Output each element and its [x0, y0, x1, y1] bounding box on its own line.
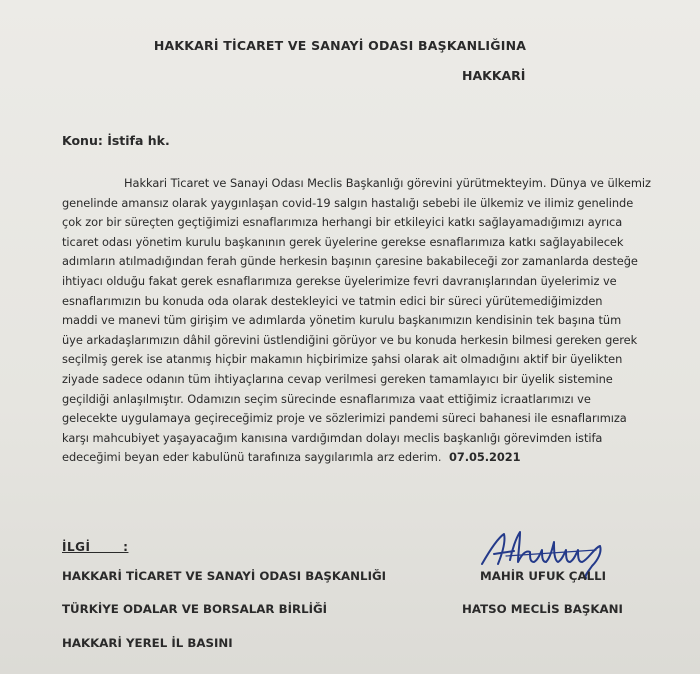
signer-name: MAHİR UFUK ÇALLI [480, 569, 606, 583]
closing-text: edeceğimi beyan eder kabulünü tarafınıza saygılarımla arz ederim. [62, 450, 442, 465]
body-line: ihtiyacı olduğu fakat gerek esnaflarımıza gerekse üyelerimize fevri davranışlarından üyelerimiz ve [62, 273, 617, 288]
body-line: adımların atılmadığından ferah günde herkesin başının çaresine bakabileceği zor zamanlarda desteğe [62, 254, 638, 269]
recipient-item: HAKKARİ YEREL İL BASINI [62, 636, 233, 650]
body-line-last [62, 448, 632, 468]
subject-line: Konu: İstifa hk. [62, 133, 170, 148]
letter-date: 07.05.2021 [448, 450, 521, 465]
body-line: genelinde amansız olarak yaygınlaşan covid-19 salgın hastalığı sebebi ile ülkemiz ve ilimiz genelinde [62, 195, 634, 210]
body-line: maddi ve manevi tüm girişim ve adımlarda yönetim kurulu başkanımızın kendisinin tek başına tüm [62, 313, 622, 328]
signer-title: HATSO MECLİS BAŞKANI [462, 602, 623, 616]
body-line: geçildiği anlaşılmıştır. Odamızın seçim sürecinde esnaflarımıza vaat ettiğimiz icraatlarımızı ve [62, 391, 591, 406]
header-city: HAKKARİ [462, 68, 526, 83]
body-line: ziyade sadece odanın tüm ihtiyaçlarına cevap verilmesi gereken tamamlayıcı bir üyelik sistemine [62, 371, 613, 386]
recipient-item: HAKKARİ TİCARET VE SANAYİ ODASI BAŞKANLIĞI [62, 569, 387, 583]
body-line: üye arkadaşlarımızın dâhil görevini üstlendiğini görüyor ve bu konuda herkesin bilmesi gereken gerek [62, 332, 638, 347]
body-paragraph [62, 174, 651, 468]
body-line: esnaflarımızın bu konuda oda olarak destekleyici ve tatmin edici bir süreci yürütemediğimizden [62, 293, 603, 308]
body-line: seçilmiş gerek ise atanmış hiçbir makamın hiçbirimize şahsi olarak ait olmadığını aktif bir üyelikten [62, 352, 623, 367]
body-line: ticaret odası yönetim kurulu başkanının gerek üyelerine gerekse esnaflarımıza katkı sağlayabilecek [62, 234, 624, 249]
body-line: Hakkari Ticaret ve Sanayi Odası Meclis Başkanlığı görevini yürütmekteyim. Dünya ve ülkemiz [124, 176, 651, 190]
body-line: gelecekte uygulamaya geçireceğimiz proje ve sözlerimizi pandemi süreci bahanesi ile esnaflarımıza [62, 411, 627, 426]
body-line: karşı mahcubiyet yaşayacağım kanısına vardığımdan dolayı meclis başkanlığı görevimden istifa [62, 430, 603, 445]
recipient-item: TÜRKİYE ODALAR VE BORSALAR BİRLİĞİ [62, 602, 328, 616]
body-line: çok zor bir süreçten geçtiğimizi esnaflarımıza herhangi bir etkileyici katkı sağlayamadığımızı ayrıca [62, 215, 623, 230]
ilgi-label: İLGİ : [62, 540, 129, 554]
header-title: HAKKARİ TİCARET VE SANAYİ ODASI BAŞKANLIĞINA [153, 38, 527, 53]
